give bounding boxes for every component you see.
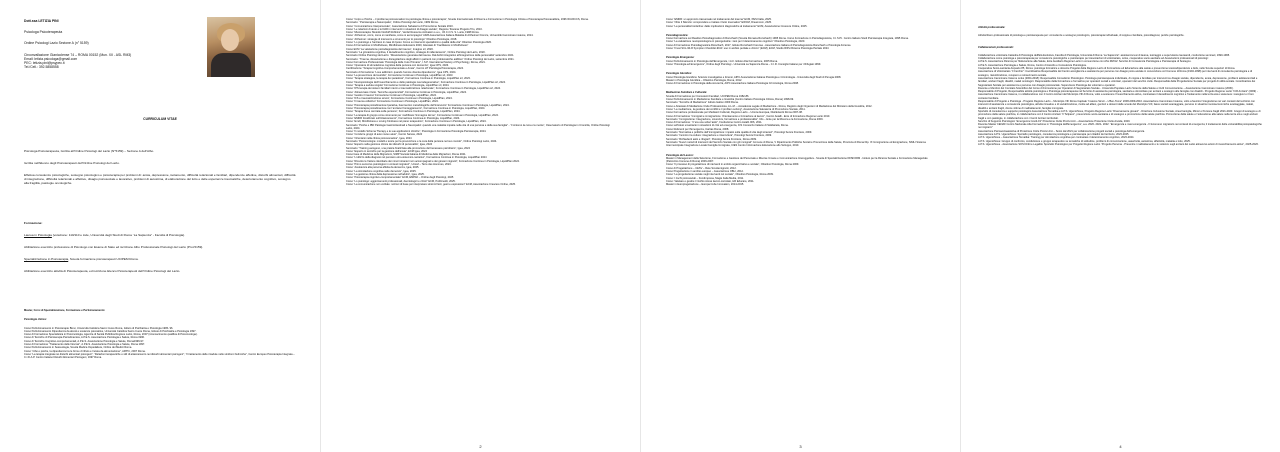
collab-item: Docente Master CENAF Centro Nazionale Alta Formazione in “Psicologia dell’Emergenza”, a.a. 2020- 2021- 2022: “Emergenza e maxi emergenza - Il fenomeno migratorio nei contesti di emergenza; il trattamento delle vulnerabilità psicopatologiche nei migranti.” — [978, 123, 1262, 130]
collab-item: Cooperativa Socio-sanitaria Acquario 85, Roma: psicologa formatrice e docente Progetto della Regione Lazio di Formazione ed Educazione alla salute e prevenzione tossicodipendenze e Aids, nelle Scuole superiori di Roma. — [978, 67, 1236, 71]
course-item: Corso “Alzheimer: strategie di intervento e strumenti per lo psicologo” Obiettivo Psicologia, 2018. — [346, 37, 458, 41]
author-pec[interactable]: PEC: letizia.pini@psypec.it — [24, 61, 65, 66]
formation-item — [24, 270, 296, 274]
course-item: Corso “IPS terapia dei sistemi familiari interni e traumatizzazione relazionale”, Formazione Continua in Psicologia, LiquidPlan srl, 2024. — [346, 87, 501, 91]
page-number: 4 — [1119, 444, 1122, 449]
course-item: Corso “Terapia strategica, la terapia dei paradossi”, Formazione Continua in Psicologia, LiquidPlan srl, 2023. — [346, 77, 471, 81]
course-item: Corso “Psicologia ed Emergenza”, Ordine degli Psicologi - Università La Sapienza Roma – C.I.R. Consiglio Italiano per i Rifugiati 1999. — [666, 62, 821, 66]
section-title: Psicologia del Lavoro: — [666, 153, 694, 157]
course-item: Corso “Lo psicologo e l’anziano in casa di riposo: Focus su interventi specialistici e qualità della vita” Obiettivo Psicologia 2020. — [346, 41, 492, 45]
course-item: Corso “La terapia di gruppo come strumento per modificare l’immagine del se”, Formazione Continua in Psicologia, LiquidPlan, 2024. — [346, 113, 499, 117]
course-item: Corso Perfezionamento in Mediazione Familiare e Giustizia (Centro Italiano Psicologia Clinica, Roma) 1998-99. — [666, 98, 794, 102]
course-item: Corso Progettazione in ambito europeo – Associazione OBLI, 2012. — [666, 169, 744, 173]
intro-paragraph: Effettua consulenze psicologiche, sostegno psicologico e psicoterapia per problemi di: ansia, depressione, isolamento, difficoltà relazionali e familiari, dipendenze affettive, disturbi alimentari, difficoltà di integrazione, difficoltà relazionali e affettive, disagio psicosociale e lavorativo, problemi di autostima, di elaborazione del lutto e delle esperienze traumatiche, deterioramento cognitivo, sostegno alla fragilità, patologie oncologiche. — [24, 172, 296, 185]
course-item: Corso “Neuropsicologia dell’invecchiamento e delle patologie neurodegenerative”, Formazione Continua in Psicologia, LiquidPlan srl, 2024. — [346, 80, 506, 84]
course-item: Corso “Il trauma collettivo” Formazione Continua in Psicologia, LiquidPlan, 2024. — [346, 100, 439, 104]
page-4 — [961, 0, 1280, 452]
cv-title: CURRICULUM VITAE — [143, 117, 177, 121]
course-item: Corso “L’utilizzo della diagnosi nel pensiero etno-sistemico-narrativo”, Formazione Continua in Psicologia, LiquidPlan 2024 — [346, 156, 487, 160]
course-item: Corso Formazione professionale per Mediatori Culturali, Regione Lazio – Unione Europea, DiaNetwork Roma 2007-08. — [666, 111, 803, 115]
course-list — [346, 18, 614, 186]
collab-item: Sportello di consulenza e supporto psicologico Associazione Tematika e A.P.S. UgentoNove, Progetto Regione Lazio “Diversamente giovani” - Direzione Inclusione Sociale, Area Famiglia, Minori e Persone fragili 2021-2023. Gruppi di sostegno e di promozione della salute psichica, in collaborazione con il Centro Anziani “Il Tulipano”, prevenzione socio-sanitaria e di sostegno e promozione della salute psichica. Promozione della salute e l’educazione alla salute nella terza età e negli anziani fragili e con patologie, in collaborazione con i Centri Anziani territoriali. — [978, 109, 1261, 120]
formation-rest: Abilitazione esercizio professione di Psicologo con Esame di Stato ed iscrizione Albo Professionale Psicologi del Lazio (Prot.5159). — [24, 244, 204, 249]
course-item: Corso sull’Aiuto umanitario in situazioni di crisi ed emergenza, ICS Consorzio Italiano di Solidarietà, Roma. — [666, 124, 789, 128]
course-item: Seminario “Psiche e IBD Patologie Gastrointestinali e Neuropatici: quando una malattia impatta nella vita di una persona e della sua famiglia” - “Il sintomo la cura e la mente”, Osservatorio di Psicologia in Cronicità, Ordine Psicologi Lazio, 2024. — [346, 123, 610, 130]
course-item: Corso “Oltre il Silenzio: comprendere e trattare il lutto traumatico” EWCM, Dreamcom, 2025. — [666, 21, 772, 25]
page-2 — [321, 0, 640, 452]
activity-title: Attività professionale: — [978, 26, 1006, 29]
formation-rest: , Scuola formazione psicoterapeuti UCIPEM Roma. — [68, 256, 139, 261]
course-item: Seminario “Incontro tra culture: integrazione e intercultura”, Psicologi Senza Frontiere, 2009. — [666, 134, 772, 138]
course-item: Corso “Il test SCL-90-R Symptom Checklist-90-R: uso in ambito peritale e clinico” (ECM), ECM, Studio RIPsi Ricerca Psicologia Peritale 2024 — [666, 47, 829, 51]
course-item: Corso “Psicoterapia psicodinamica con l’anziano fronteggiamento”, Formazione Continua in Psicologia, LiquidPlan, 2024. — [346, 107, 486, 111]
course-item: Corso “La prevenzione del suicidio”, Formazione Continua in Psicologia, LiquidPlan srl, 2023. — [346, 74, 454, 78]
course-item: Corso Referenti per l’Emergenza, Caritas Roma, 2008. — [666, 127, 729, 131]
collab-item: Associazione A.P.S. UgentoNove: Sportello psicologico, consulenza psicologica e psicoterapia per cittadini del territorio, 2023-2025. — [978, 133, 1130, 137]
course-item: Master in Psicologia Giuridica – Obiettivo Psicologia, Roma, 2012. — [666, 78, 743, 82]
page-number: 3 — [799, 444, 802, 449]
course-item: Corso “Alzheimer, cos’è, come si manifesta, come si accompagna” AIMA Associazione Italiana Malattia di Alzheimer Firenze, UniversItE Camminare insieme, 2014. — [346, 34, 534, 38]
course-item: Seminario “Tecniche di Mediazione” Istituto Galton 2009 Roma. — [666, 101, 739, 105]
course-item: Seminario “Richiedenti asilo e rifugiati”, Psicologi Senza Frontiere, Roma 2009. — [666, 137, 757, 141]
clinical-item: Corso Perfezionamento Dipendenza da alcool e sostanze psicoattive, Università Cattolica Sacro Cuore Roma, Istituto di Psichiatria e Psicologia 1997. — [24, 329, 197, 333]
section-title: Psicologia Emergenze: — [666, 56, 695, 60]
clinical-item: Corso di Formazione “Trattamento delle Nevrosi”, A.P.E.S. Associazione Psicologia e Salute, Roma 1997. — [24, 343, 146, 347]
profile-photo — [207, 17, 255, 77]
course-item: Corso di Formazione in Mindfulness, Mindfulness Educators 2020, Attestato di “Facilitatore in Mindfulness” — [346, 44, 469, 48]
author-name: Dott.ssa LETIZIA PINI — [24, 19, 59, 23]
course-item: Corso di Formazione in Psicologia della sicurezza, AIPC Associazione Italiana Psicologia Criminologia, Roma 2008. — [666, 82, 799, 86]
formation-lead: Laurea in Psicologia — [24, 232, 52, 237]
clinical-item: Corso di Formazione Specialistica in Psiconcologia, Agenzia di Sanità Pubblica Regione Lazio, Roma, 2007 (riconoscimento qualifica di Psiconcologa). — [24, 333, 198, 337]
course-item: Scuola di Formazione per Consulenti Familiari, UCIPEM Roma 1982-86. — [666, 94, 750, 98]
formation-lead: Specializzazione in Psicoterapia — [24, 256, 69, 261]
course-item: Corso “Gestire il trauma” Formazione Continua in Psicologia, LiquidPlan, 2024. — [346, 93, 437, 97]
course-item: Corso ECM “La valutazione psicodiagnostica del trauma”, Imagine srl, 2020. — [346, 47, 434, 51]
course-item: Corso di Formazione Psicodiagnostica Rorschach, 2017, Istituto Rorschach Forense - Associazione Italiana di Psicodiagnostica Rorschach e Psicologia Forense. — [666, 43, 852, 47]
course-item: Corso “Assistenza alla persona affetta da demenza, Igea, 2025. — [346, 166, 420, 170]
author-order: Ordine Psicologi Lazio Sezione A (n° 5159) — [24, 41, 89, 46]
formation-title: Formazione: — [24, 221, 43, 225]
course-item: Corso “Terapia a seduta singola” Formazione Continua in Psicologia, LiquidPlan srl, 2024. — [346, 83, 450, 87]
course-item: Corso “La gestione clinica della depressione nell’adulto”, Igea, 2025. — [346, 172, 425, 176]
course-item: Corso di Progettazione – CESV – Rete Scuolemigranti, 2012. — [666, 166, 737, 170]
course-item: Corso “La mediazione, la gestione dei conflitti e il problem solving”, Associazione Salvaterra di Promozione Sociale, 2011. — [666, 107, 806, 111]
formation-rest: (votazione: 110/110 e lode, Università degli Studi di Roma “La Sapienza” - Facoltà di Psicologia). — [51, 232, 186, 237]
course-item: Corso base di Medicina delle Migrazioni, SIMP Società Italiana di Medicina delle Migrazioni, Roma 2021. — [346, 153, 467, 157]
course-item: Corso “EMDR: un approccio trasversale nel trattamento del trauma” ECM, PESI Italia, 2025. — [666, 18, 772, 21]
formation-item — [24, 234, 296, 238]
course-item: Corso “IFS e traumatizzazione sicura”, Formazione Continua in Psicologia, LiquidPlan, 2024. — [346, 97, 453, 101]
course-item: Corso “La comunicazione non verbale: nozioni di base per interpretare sintomi fisici, gesti e espressioni” ECM, Associazione Crescere Online, 2025. — [346, 182, 516, 186]
formation-item — [24, 246, 296, 250]
course-item: Corso “Attraversare il lutto. Tecniche esperienziali”, Formazione Continua in Psicologia, LiquidPlan, 2024. — [346, 90, 467, 94]
course-item: Corso Psicologia Giuridica: Scienze investigative e forensi, AIPC Associazione Italiana Psicologia e Criminologia - Università degli Studi di Perugia 2008. — [666, 75, 842, 79]
course-item: Corso “Corpo e Psiche – il problema psicosomatico tra psicologia clinica e psicoterapia”, Scuola Internazionale di Ricerca e Formazione in Psicologia Clinica e Psicoterapia Psicoanalitica, 1996 IDI-IRCCS, Roma. — [346, 18, 589, 21]
course-item: Corso “Psicoterapia cognitivo-comportamentale” ECM, EMPAF – Ordine degli Psicologi, 2025 — [346, 176, 454, 180]
section-title: Psicodiagnostica: — [666, 33, 689, 37]
course-item: Corso “Musicoterapia: Metodo Nordoff Robbins”, Verdel Resource Activation s.a.s., I.R.C.O.S. S. Lucia, 1998 Roma. — [346, 31, 480, 35]
clinical-item: Corso “Cibo e psiche, la dipendenza tra le forme di rifiuto e l’ansia da alimentazione”, AIPPC, 2007 Roma. — [24, 349, 146, 353]
clinical-title: Psicologia clinica: — [24, 318, 47, 322]
course-item: Corso “Il processo di progettazione di interventi in ambito organizzativo e sociale”, Obiettivo Psicologia, Roma 2009. — [666, 163, 800, 167]
collab-item: Associazione di Volontariato “Il Cerchio”: Coordinatrice Responsabile del Centro accoglienza e assistenza per persone con disagio psico-sociale in convenzione col Comune di Roma (1994-1998) per interventi di consulenza psicologica e di sostegno, riacutizzazione, recupero e reinserimento sociale. — [978, 70, 1253, 77]
course-item: Corso “Terapia breve centrata sulla persona”, Formazione Continua in Psicologia, LiquidPlan, 2024. — [346, 110, 461, 114]
header-block — [24, 19, 202, 69]
formation-block — [24, 222, 296, 274]
course-item: Corso “Orientarsi nella clinica psicosomatica”, Igea, 2024 — [346, 136, 412, 140]
course-item: Seminario “Normativa e politiche dell’immigrazione: impatto sulla qualità di vita degli stranieri”, Psicologi Senza Frontiere, 2009. — [666, 131, 813, 135]
course-item: Seminario Ordine Psicologi del Lazio: “Dissociazione generata dal trauma. Dal deficit integrativo all’integrazione della personalità” settembre 2021. — [346, 54, 515, 58]
collab-title: Collaborazioni professionali: — [978, 45, 1014, 49]
collab-item: Associazione Psicosocioassistiva di Protezione Civile Procivi Arci – Socio dal 2021 per collaborazione progetti sociali e psicologa dell’emergenza. — [978, 129, 1145, 133]
course-item: Corso “EMDR focalizzato sull’Attaccamento”, Formazione Continua in Psicologia, LiquidPlan, 2024. — [346, 116, 461, 120]
course-item: Corso “Esperto in tecniche per la gestione dell’ansia”, ECM Igea, 2024 — [346, 149, 427, 153]
course-item: Corso Formazione Professionale “Psicologia delle Cure Primarie”, I.S.P. International Society of Psychology, Roma, 2021. — [346, 60, 486, 64]
course-item: Seminario “La ginnastica cognitiva, il decadimento cognitivo, strategie di rallentamento”, Ordine Psicologi del Lazio, 2020. — [346, 50, 486, 54]
course-item: Corso di Formazione “Immigrati e immigrazione: Orientamento e formazione al lavoro”, Centro Astalli - Ente di formazione Regione Lazio 2010. — [666, 114, 831, 118]
course-item: Corso “La personalità borderline: dalle implicazioni diagnostiche al trattamento” ECM, Associazione Crescere Online, 2025. — [666, 24, 808, 28]
course-item: Seminario: “Psicoterapia e Naturopatia”, Ordine Psicologi del Lazio, 1999 Roma. — [346, 21, 439, 25]
course-item: Seminario di formazione “Love addiction: quando l’amore diventa dipendenza”, Igea CPS, 2024. — [346, 70, 457, 74]
course-item: Certificazione “Terapia Cognitivo-Comportamentale e Ansia”, Centro HT Psicologia Psicoterapia, 2024. — [346, 67, 464, 71]
course-item: Seminario “Nuovi metodi di interventi del Servizio Sociale con gli immigrati” Comune di Roma, V Dipartimento Politiche Sociali e Promozione della Salute, Provincia di Roma Dip. IX Immigrazione ed Emigrazione, SIMLI Sistema Intermunicipale Integrazione Locale Famiglia Immigrata, CIES Centro Informazione Educazione allo Sviluppo, 2010. — [666, 140, 926, 148]
collab-item: Responsabile di Progetto, Responsabile attività psicologica e Psicologa psicoterapeuta nel Servizio di assistenza psicologica, sanitaria e domiciliare per anziani e sostegno alle famiglie con disabili - Progetto Regione Lazio “ICR Anziani” (2009) - Associazione Camminare Insieme, in collaborazione con il Centro Anziani del Municipio VIII di Roma, volto a sostenere l’invecchiamento attivo, contrastare il decadimento cognitivo e l’isolamento nella terza età e sostenere i caregiver e il loro contesto familiare. — [978, 90, 1258, 100]
collab-item: Collaborazione come psicologa e psicoterapeuta per consulenze psicologiche e psicoterapie per Associazioni di volontariato, onlus, cooperative socio-sanitarie ed Associazioni professionali di psicologi: — [978, 57, 1209, 61]
collab-item: A.P.S. UgentoNove: Gruppo di confronto, condivisione e gruppo terapeutico su tematiche di solitudine, problemi di comunicazione, assertività, autostima, affettività, malattia e lutto, 2025. — [978, 139, 1191, 143]
collab-item: Associazione Camminare Insieme onlus (2004-2018): Responsabile Consultorio Psicologico. Psicologa psicoterapeuta individuale, di coppia e familiare per interventi su disagio sociale, dipendenze, ansia, depressione, problemi adolescenziali e familiari, anziani fragili, disabili, malati oncologici. Responsabile della formazione e formatrice per operatori sociali e volontari, operatori del servizio civile. Responsabile della Progettazione Sociale per progetti di utilità sociale. Coordinatrice dei Segretariato Sociale per assistenza e persone con disagio psicosociale. Supervisore Psicologa dei volontari e operatori. — [978, 76, 1258, 87]
course-item: Corso: I rischi psicosociali – Fondimpresa, Magis Italia Media, 2011. — [666, 176, 744, 180]
course-item: Corso “Ricucire le fratture identitarie dei minori stranieri non accompagnati e dei giovani migranti”, Formazione Continua in Psicologia, LiquidPlan 2024. — [346, 159, 520, 163]
course-item: Corso e Attestato di Mediazione Civile Professionista, A.L.M. – Accademia Legale di Mediazione - Roma, Registro degli Organismi di Mediazione del Ministero della Giustizia, 2012. — [666, 104, 873, 108]
activity-list — [978, 26, 1262, 146]
collab-item: Responsabile di Progetto e Psicologa - Progetto Regione Lazio – Municipio VIII Roma Capitale “Insieme Sicuri – L’Ben-Tome” 2008-2009-2010. Associazione Camminare Insieme, volto a favorire l’integrazione nei vari contesti del territorio con interventi di assistenza e consulenza psicologica, attività ricreative e di socializzazione, rivolte ad allievi, genitori e docenti delle scuole del Municipio VIII, fasce sociali svantaggiate, persone in situazioni socioeconomiche svantaggiate, malati, disabili e anziani fragili, donne vittime di maltrattamenti, famiglie immigrate. — [978, 100, 1255, 110]
course-item: Corso “Primo soccorso psicologico in contesti migratori”, Unicef – Terre des Hommes, 2024. — [346, 163, 452, 167]
course-item: Corso “Emdr, Mindfulness e Loving Kindness nel piano terapeutico”, Formazione Continua in Psicologia, LiquidPlan, 2024. — [346, 120, 487, 124]
section-title: Mediazione Familiare e Culturale: — [666, 91, 708, 95]
course-item: Corso: Valutare e gestire il rischio stress lavoro-correlato, HR Educare, 2011. — [666, 179, 755, 183]
author-email[interactable]: Email: letizia.psicologa@gmail.com — [24, 56, 78, 61]
collab-item: A.P.E.S. Associazione Ricerca per l’Educazione alla Salute, Ente Ausiliario Regione Lazio in convenzione con ASL RM/12: Servizio di Consulenza Psicologica e Psicoterapia di Sostegno. — [978, 60, 1192, 64]
course-item: Corso “La stimolazione cognitiva nelle demenze”, Igea, 2025. — [346, 169, 417, 173]
course-item: Corso di Formazione: “C’era una volta l’asilo”, Fondazione Centro Astalli JRS, 2011. — [666, 121, 763, 125]
course-item: Corso Formazione sul Reattivo Psicodiagnostico di Rorschach (Scuola Romana Rorschach) 1995 Roma. Corso Formazione in Psicodiagnostica, C.I.S.P.I. Centro Italiano Studi Psicoterapia Integrata, 1995 Roma. — [666, 37, 909, 41]
page-number: 2 — [479, 444, 482, 449]
page-1 — [0, 0, 320, 452]
collab-item: A.P.S. UgentoNove – Associazione Tematika: Training per stimolazione cognitiva per contrastare il deterioramento cognitivo, 2023-2024. — [978, 136, 1135, 140]
course-item: Corso “Psicoterapia psicodinamica riparativa, basi teorico metodologiche dell’intervento” Formazione Continua in Psicologia, LiquidPlan, 2024. — [346, 103, 510, 107]
collab-item: Collaborazione volontaria Cattedra di Psicologia dell’Età Evolutiva, Facoltà di Psicologia, Università di Roma “La Sapienza”: assistenza tesi di laurea, tutoraggio e supervisione laureandi, conduzione seminari, 1990-1995. — [978, 53, 1230, 57]
course-item: Corso Perfezionamento in Psicologia dell’Emergenza, I.A.F. Istituto Alta Formazione, 2005 Roma. — [666, 59, 778, 63]
collab-item: Docente e Membro del Comitato Scientifico del Corso di Formazione per Operatori di Segretariato Sociale - Università Popolare Lazio Scienze della Salute e Civili Comunicazione – Associazione Camminare insieme (2006). — [978, 86, 1234, 90]
course-item: Master in Management della Selezione, Formazione e Gestione del Personale e Risorse Umane e Comunicazione Interoggettiva - Scuola di Specializzazione IRISFORM - Istituto per la Ricerca Sociale e Formazione Manageriale (Patrocinio Comune di Roma) 2006-2007. — [666, 156, 928, 164]
intro-paragraph: Iscritta nell’Elenco degli Psicoterapeuti dell’Ordine Psicologi del Lazio. — [24, 160, 120, 165]
clinical-item: Corso di Tecniche Cognitivo-comportamentali, A.P.E.S. Associazione Psicologia e Salute, Roma1996-97. — [24, 339, 145, 343]
intro-block — [24, 150, 296, 186]
course-item: Master in Europrogettazione – Europa Cube Innovation, 2014-2015. — [666, 183, 745, 187]
collab-item: Servizio di Supporto Psicologico “Emergenza Covid-19” Protezione Civile Procivi Arci – Associazione Protezione Civile Arvalia, 2020. — [978, 119, 1131, 123]
course-item: Corso “Esperto nella gestione clinica dei disturbi di personalità”, Igea, 2024 — [346, 143, 433, 147]
clinical-item: Corso Perfezionamento in Sessuologia, Scuola Medica Ospedaliera, Ordine dei Medici Roma. — [24, 346, 132, 350]
clinical-item: Corso Perfezionamento in Psicoterapie Brevi, Università Cattolica Sacro Cuore Roma, Istituto di Psichiatria e Psicologia 1995- 96. — [24, 326, 174, 330]
course-item: Corso “Comunicazione Interpersonale”, Associazione Salvaterra di Promozione Sociale 2010. — [346, 24, 454, 28]
course-item: Seminario “Training autogeno, una pratica finalizzata alla promozione del benessere psicofisico”, Igea, 2024 — [346, 146, 470, 150]
author-title: Psicologa Psicoterapeuta — [24, 30, 63, 35]
course-item: Seminario “Immigrazione: Integrazione, sicurezza, formazione e professionalità”, Info – Ente per la Ricerca e la Formazione, Roma 2009. — [666, 117, 824, 121]
course-list — [666, 18, 934, 186]
formation-item — [24, 258, 296, 262]
course-item: Corso “Condurre gruppi di auto mutuo aiuto”, Centro Sarvas, 2024 — [346, 133, 423, 137]
course-item: Corso “Il modello Schema Therapy e le sue applicazioni cliniche”, Psicologia in Formazione Psicologia Psicoterapia, 2024. — [346, 130, 487, 134]
collab-item: A.P.E.S. Associazione Psicologia e Salute, Roma, Centro di Ascolto e Consulenza Psicologica. — [978, 63, 1087, 67]
master-title: Master, Corsi di Specializzazione, Formazione e Perfezionamento: — [24, 309, 106, 312]
intro-paragraph: Psicologa Psicoterapeuta, Iscritta all’Ordine Psicologi del Lazio (N°5159) – Sezione A dell’Albo. — [24, 149, 155, 153]
page-3 — [641, 0, 960, 452]
activity-text: Attività libero-professionale di psicologa e psicoterapeuta per: consulenze e sostegno psicologico, psicoterapia individuale, di coppia e familiare, psicodiagnosi, perizie psicologiche. — [978, 34, 1185, 38]
course-item: Seminario: “Trauma, dissociazione e disregolazione degli affetti in pazienti con problematiche additive” Ordine Psicologi del Lazio, settembre 2021. — [346, 57, 515, 61]
course-item: Corso “Le relazioni di aiuto e le DAD in interventi in situazioni di disagio sociale”, Regione Toscana Progetto Trio, 2010. — [346, 27, 483, 31]
clinical-item: Corso di Tecniche di Psicoterapia Psicodinamica, A.P.E.S. Associazione Psicologia e Salute, Roma 1996. — [24, 336, 145, 340]
course-item: Corso “La progettazione sociale negli interventi nel sociale”, Obiettivo Psicologia, Roma 2009. — [666, 173, 774, 177]
course-item: Corso “Lo psicologo: aggiornamenti professionali, deontologici e clinici” ECM, Publimedit, 2025. — [346, 179, 456, 183]
clinical-item: Corso “La terapia integrata nei disturbi alimentari psicogeni”; “Relazioni terapeutiche e stili di attaccamento nei disturbi alimentari psicogeni”; “Il trattamento delle ricadute nelle sindromi bulimiche”, Centro Europeo Psicoterapia Integrata – C.I.D.A.P. Centro Italiano Disturbi Alimentari Psicogeni, 1997 Roma. — [24, 352, 295, 360]
collab-item: A.P.S. UgentoNove - Associazione SOS Diritti e Legalità: Sportello Psicologico per Progetto Regione Lazio “Progetto Persona - Prevenire i maltrattamenti e le violenze sugli anziani del Lazio attraverso azioni di invecchiamento attivo”, 2025-2026. — [978, 142, 1259, 146]
author-phone: Tel./Cell.: 392.5858558 — [24, 65, 59, 70]
author-address: Circonvallazione Gianicolense 74 – ROMA 00152 (Mun. XII - ASL RM3) — [24, 52, 132, 57]
formation-rest: Abilitazione esercizio attività di Psicoterapeuta, ed iscrizione Elenco Psicoterapeuti dell’Ordine Psicologi del Lazio. — [24, 268, 181, 273]
course-item: Seminario “Psiconcologia: modelli e teorie per la prevenzione e la cura della persona nel suo mondo”, Ordine Psicologi Lazio, 2024. — [346, 139, 498, 143]
course-item: Corso “Operatore di stimolazione cognitiva della persona con demenza”, Igea CPS, 2023. — [346, 64, 449, 68]
course-item: Corso “La valutazione neuropsicologica in psicogeriatria: i test per il deterioramento cognitivo” Obiettivo Psicologia, 2020. — [666, 40, 805, 44]
master-block — [24, 309, 296, 360]
section-title: Psicologia Giuridica: — [666, 72, 692, 76]
